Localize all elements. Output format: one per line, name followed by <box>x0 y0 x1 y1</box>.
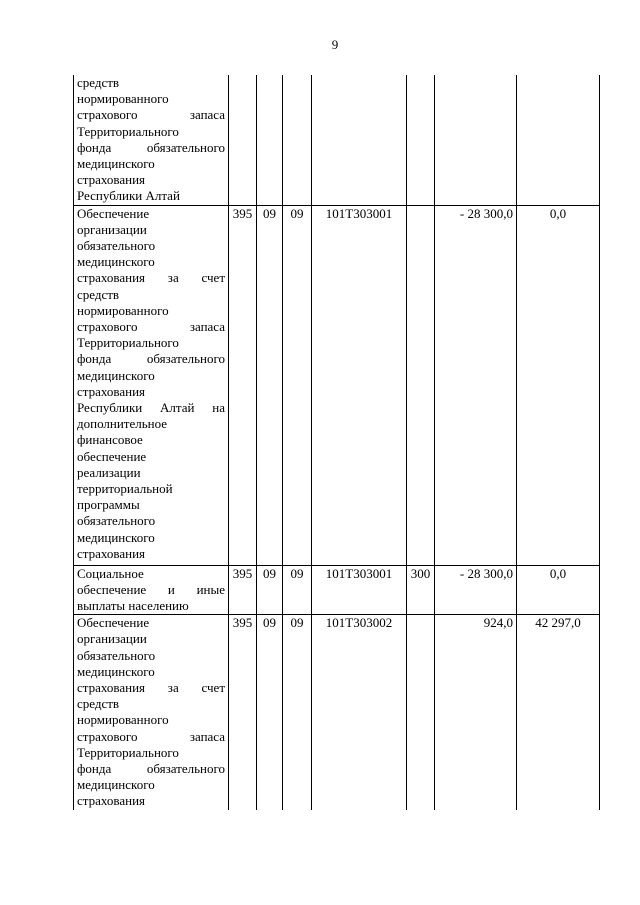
table-row <box>74 75 600 205</box>
expense-name-line: территориальной <box>77 481 173 497</box>
target-article-cell <box>312 75 407 205</box>
target-article-cell: 101Т303002 <box>312 615 407 810</box>
section-code-cell: 09 <box>257 615 283 810</box>
expense-name-line: Территориального <box>77 744 179 760</box>
expense-name-line: нормированного <box>77 91 169 107</box>
section-code-cell <box>257 75 283 205</box>
expense-name-line: фонда обязательного <box>77 139 225 155</box>
amount-change-cell: - 28 300,0 <box>435 205 517 565</box>
expense-name-line: медицинского <box>77 663 155 679</box>
expense-name-line: средств <box>77 696 120 712</box>
subsection-code-cell: 09 <box>283 565 312 615</box>
budget-table <box>73 75 600 810</box>
expense-name-line: страхового запаса <box>77 728 225 744</box>
section-code-cell: 09 <box>257 565 283 615</box>
table-row <box>74 615 600 810</box>
table-row <box>74 565 600 615</box>
expense-name-line: страхования <box>77 172 146 188</box>
expense-name-cell <box>74 75 229 205</box>
expense-name-line: медицинского <box>77 254 155 270</box>
amount-total-cell: 42 297,0 <box>517 615 600 810</box>
expense-name-line: фонда обязательного <box>77 351 225 367</box>
expense-name-line: нормированного <box>77 302 169 318</box>
expense-name-line: Республики Алтай на <box>77 400 225 416</box>
expense-name-line: обеспечение и иные <box>77 581 225 597</box>
admin-code-cell <box>229 75 257 205</box>
expense-name-line: страхового запаса <box>77 107 225 123</box>
amount-change-cell <box>435 75 517 205</box>
target-article-cell: 101Т303001 <box>312 565 407 615</box>
expense-name-line: страхования <box>77 793 146 809</box>
expense-name-line: Социальное <box>77 565 144 581</box>
expense-name-line: страхования <box>77 545 146 561</box>
expense-name-line: финансовое <box>77 432 143 448</box>
expense-type-cell <box>407 615 435 810</box>
expense-name-line: обязательного <box>77 647 156 663</box>
expense-name-line: страхования за счет <box>77 270 225 286</box>
expense-name-line: страхового запаса <box>77 319 225 335</box>
expense-name-cell <box>74 615 229 810</box>
expense-name-line: медицинского <box>77 529 155 545</box>
expense-name-line: медицинского <box>77 367 155 383</box>
expense-name-line: медицинского <box>77 777 155 793</box>
expense-name-line: средств <box>77 286 120 302</box>
subsection-code-cell <box>283 75 312 205</box>
expense-name-line: организации <box>77 221 147 237</box>
expense-name-line: Республики Алтай <box>77 188 180 204</box>
expense-type-cell <box>407 75 435 205</box>
expense-name-line: медицинского <box>77 156 155 172</box>
expense-name-line: страхования за счет <box>77 680 225 696</box>
admin-code-cell: 395 <box>229 615 257 810</box>
expense-name-line: средств <box>77 75 120 90</box>
expense-name-line: обеспечение <box>77 448 147 464</box>
page-number: 9 <box>331 37 339 52</box>
subsection-code-cell: 09 <box>283 205 312 565</box>
expense-name-line: фонда обязательного <box>77 761 225 777</box>
expense-name-line: обязательного <box>77 238 156 254</box>
expense-name-line: реализации <box>77 464 141 480</box>
expense-name-line: программы <box>77 497 140 513</box>
section-code-cell: 09 <box>257 205 283 565</box>
expense-type-cell <box>407 205 435 565</box>
amount-total-cell: 0,0 <box>517 565 600 615</box>
amount-change-cell: - 28 300,0 <box>435 565 517 615</box>
expense-name-line: Обеспечение <box>77 615 150 631</box>
expense-name-line: выплаты населению <box>77 598 189 614</box>
admin-code-cell: 395 <box>229 205 257 565</box>
expense-name-line: организации <box>77 631 147 647</box>
table-row <box>74 205 600 565</box>
expense-name-line: страхования <box>77 383 146 399</box>
expense-type-cell: 300 <box>407 565 435 615</box>
expense-name-line: дополнительное <box>77 416 168 432</box>
expense-name-cell <box>74 565 229 615</box>
expense-name-cell <box>74 205 229 565</box>
expense-name-line: Обеспечение <box>77 205 150 221</box>
admin-code-cell: 395 <box>229 565 257 615</box>
amount-total-cell: 0,0 <box>517 205 600 565</box>
expense-name-line: нормированного <box>77 712 169 728</box>
expense-name-line: Территориального <box>77 335 179 351</box>
expense-name-line: Территориального <box>77 123 179 139</box>
expense-name-line: обязательного <box>77 513 156 529</box>
target-article-cell: 101Т303001 <box>312 205 407 565</box>
amount-total-cell <box>517 75 600 205</box>
subsection-code-cell: 09 <box>283 615 312 810</box>
amount-change-cell: 924,0 <box>435 615 517 810</box>
